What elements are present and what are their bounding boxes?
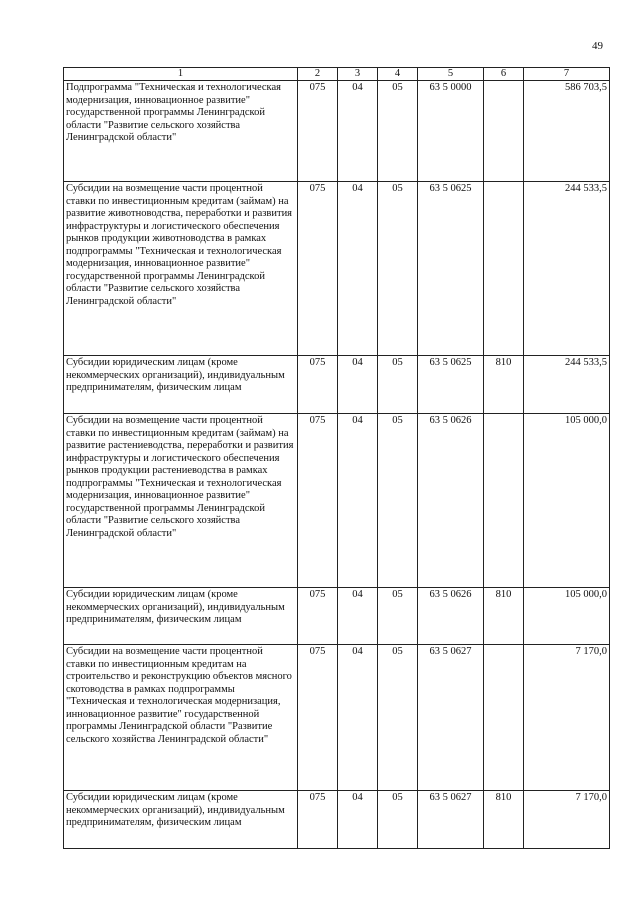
row-code-4: 05 bbox=[378, 645, 418, 791]
row-code-4: 05 bbox=[378, 414, 418, 588]
row-name: Субсидии на возмещение части процентной ставки по инвестиционным кредитам (займам) на развитие животноводства, переработки и развития инфраструктуры и логистического обеспечения рынков продукции животноводства в рамках подпрограммы "Техническая и технологическая модернизация, инновационное развитие" государственной программы Ленинградской области "Развитие сельского хозяйства Ленинградской области" bbox=[64, 182, 298, 356]
page-number: 49 bbox=[592, 40, 603, 52]
row-name: Подпрограмма "Техническая и технологическая модернизация, инновационное развитие" государственной программы Ленинградской области "Развитие сельского хозяйства Ленинградской области" bbox=[64, 81, 298, 182]
row-code-5: 63 5 0627 bbox=[418, 645, 484, 791]
row-code-5: 63 5 0625 bbox=[418, 182, 484, 356]
row-code-6 bbox=[484, 81, 524, 182]
budget-table bbox=[63, 67, 610, 849]
row-code-3: 04 bbox=[338, 81, 378, 182]
row-code-6: 810 bbox=[484, 791, 524, 849]
row-name: Субсидии на возмещение части процентной ставки по инвестиционным кредитам (займам) на развитие растениеводства, переработки и развития инфраструктуры и логистического обеспечения рынков продукции растениеводства в рамках подпрограммы "Техническая и технологическая модернизация, инновационное развитие" государственной программы Ленинградской области "Развитие сельского хозяйства Ленинградской области" bbox=[64, 414, 298, 588]
row-code-4: 05 bbox=[378, 356, 418, 414]
row-amount: 7 170,0 bbox=[524, 791, 610, 849]
row-code-6: 810 bbox=[484, 588, 524, 645]
row-name: Субсидии юридическим лицам (кроме некоммерческих организаций), индивидуальным предпринимателям, физическим лицам bbox=[64, 791, 298, 849]
row-code-4: 05 bbox=[378, 588, 418, 645]
row-code-4: 05 bbox=[378, 81, 418, 182]
table-row bbox=[64, 645, 610, 791]
row-code-2: 075 bbox=[298, 414, 338, 588]
row-code-3: 04 bbox=[338, 791, 378, 849]
row-code-6 bbox=[484, 414, 524, 588]
table-row bbox=[64, 81, 610, 182]
table-header-row bbox=[64, 68, 610, 81]
row-code-3: 04 bbox=[338, 414, 378, 588]
row-code-3: 04 bbox=[338, 645, 378, 791]
row-name: Субсидии юридическим лицам (кроме некоммерческих организаций), индивидуальным предпринимателям, физическим лицам bbox=[64, 356, 298, 414]
row-amount: 7 170,0 bbox=[524, 645, 610, 791]
row-code-4: 05 bbox=[378, 182, 418, 356]
table-row bbox=[64, 414, 610, 588]
row-code-5: 63 5 0626 bbox=[418, 414, 484, 588]
row-code-2: 075 bbox=[298, 588, 338, 645]
row-code-3: 04 bbox=[338, 182, 378, 356]
row-code-5: 63 5 0626 bbox=[418, 588, 484, 645]
row-amount: 105 000,0 bbox=[524, 414, 610, 588]
row-amount: 586 703,5 bbox=[524, 81, 610, 182]
row-code-3: 04 bbox=[338, 588, 378, 645]
table-row bbox=[64, 588, 610, 645]
row-code-5: 63 5 0000 bbox=[418, 81, 484, 182]
row-code-6 bbox=[484, 182, 524, 356]
row-name: Субсидии юридическим лицам (кроме некоммерческих организаций), индивидуальным предпринимателям, физическим лицам bbox=[64, 588, 298, 645]
row-code-2: 075 bbox=[298, 645, 338, 791]
row-code-5: 63 5 0627 bbox=[418, 791, 484, 849]
row-code-4: 05 bbox=[378, 791, 418, 849]
table-row bbox=[64, 182, 610, 356]
row-code-2: 075 bbox=[298, 182, 338, 356]
row-code-6: 810 bbox=[484, 356, 524, 414]
row-code-5: 63 5 0625 bbox=[418, 356, 484, 414]
row-name: Субсидии на возмещение части процентной ставки по инвестиционным кредитам на строительство и реконструкцию объектов мясного скотоводства в рамках подпрограммы "Техническая и технологическая модернизация, инновационное развитие" государственной программы Ленинградской области "Развитие сельского хозяйства Ленинградской области" bbox=[64, 645, 298, 791]
row-amount: 105 000,0 bbox=[524, 588, 610, 645]
table-row bbox=[64, 356, 610, 414]
column-header: 1 bbox=[64, 68, 298, 81]
column-header: 2 bbox=[298, 68, 338, 81]
row-code-3: 04 bbox=[338, 356, 378, 414]
row-amount: 244 533,5 bbox=[524, 182, 610, 356]
column-header: 3 bbox=[338, 68, 378, 81]
column-header: 5 bbox=[418, 68, 484, 81]
row-amount: 244 533,5 bbox=[524, 356, 610, 414]
column-header: 6 bbox=[484, 68, 524, 81]
row-code-6 bbox=[484, 645, 524, 791]
table-row bbox=[64, 791, 610, 849]
row-code-2: 075 bbox=[298, 81, 338, 182]
row-code-2: 075 bbox=[298, 791, 338, 849]
row-code-2: 075 bbox=[298, 356, 338, 414]
column-header: 4 bbox=[378, 68, 418, 81]
column-header: 7 bbox=[524, 68, 610, 81]
